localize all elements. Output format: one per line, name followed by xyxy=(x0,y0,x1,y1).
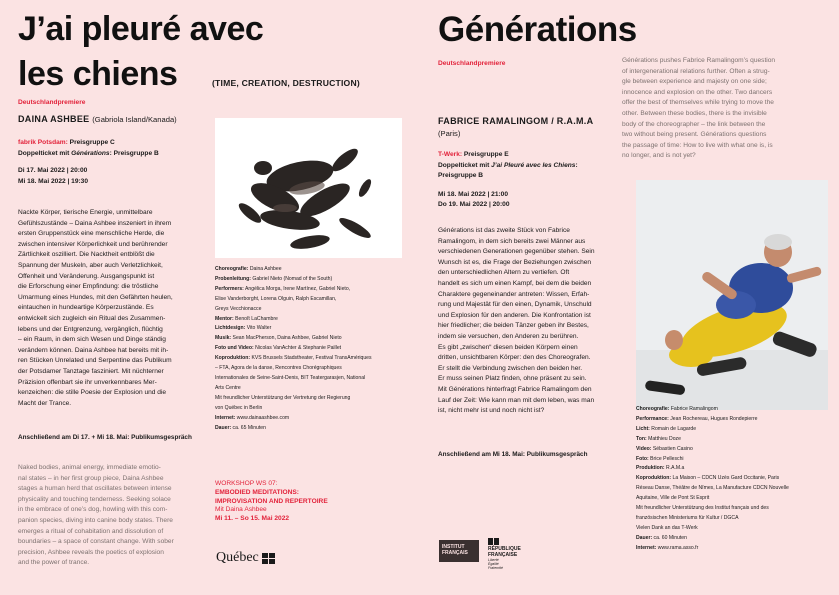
credit-line xyxy=(636,534,831,544)
body-text-line: offer the best of themselves while trying to move the xyxy=(622,99,774,107)
credit-line xyxy=(636,464,831,474)
body-text-line: entwickelt sich zugleich ein Ritual des Zusammen- xyxy=(18,314,166,322)
credit-value: französischen Ministeriums für Kultur / DGCA xyxy=(636,514,739,521)
republique-francaise-logo xyxy=(488,538,536,570)
republique-francaise-motto: Liberté Égalité Fraternité xyxy=(488,558,503,570)
body-text-line: hier friedlicher; die beiden Tänzer geben ihr Bestes, xyxy=(438,322,589,330)
body-text-line: Offenheit und Veränderung. Ausgangspunkt ist xyxy=(18,272,155,280)
left-after-talk: Anschließend am Di 17. + Mi 18. Mai: Publikumsgespräch xyxy=(18,434,192,441)
workshop-line1: WORKSHOP WS 07: xyxy=(215,480,278,487)
credit-label: Musik: xyxy=(215,335,232,342)
credit-label: Internet: xyxy=(215,414,236,421)
body-text-line: Zärtlichkeit oszilliert. Die Nacktheit entblößt die xyxy=(18,251,155,259)
credit-line xyxy=(636,524,831,534)
left-title-line2: les chiens xyxy=(18,55,178,93)
right-venue-label: T-Werk: xyxy=(438,151,463,158)
credit-label: Dauer: xyxy=(636,534,653,541)
right-dance-photo xyxy=(636,180,828,410)
workshop-line2: EMBODIED MEDITATIONS: xyxy=(215,488,300,496)
body-text-line: Gefühlszustände – Daina Ashbee inszeniert in ihrem xyxy=(18,219,172,227)
body-text-line: emerges a ritual of cohabitation and dissolution of xyxy=(18,527,164,535)
credit-line xyxy=(215,334,405,344)
body-text-line: Spannung der Muskeln, aber auch Verletzlichkeit, xyxy=(18,261,163,269)
credit-value: Internationales de Seine-Saint-Denis, BIT Teatergarasjen, National xyxy=(215,374,366,381)
credit-label: Performance: xyxy=(636,415,669,422)
credit-value: Vielen Dank an das T-Werk xyxy=(636,524,698,531)
credit-line xyxy=(215,265,405,275)
credit-label: Internet: xyxy=(636,544,657,551)
left-artist-origin: (Gabriola Island/Kanada) xyxy=(92,115,177,124)
institut-francais-logo xyxy=(439,540,479,562)
body-text-line: Präzision offenbart sie ihr unverkennbares Mer- xyxy=(18,378,157,386)
body-text-line: Charaktere gegeneinander antreten: Wissen, Erfah- xyxy=(438,290,590,298)
left-dance-photo xyxy=(215,118,402,258)
credit-value: Sébastien Casino xyxy=(651,445,693,452)
left-date1: Di 17. Mai 2022 | 20:00 xyxy=(18,167,88,174)
right-double-ticket-colon: : xyxy=(575,161,578,169)
body-text-line: precision, Ashbee reveals the poetics of explosion xyxy=(18,548,164,556)
credit-line xyxy=(215,354,405,364)
body-text-line: Naked bodies, animal energy, immediate emotio- xyxy=(18,464,161,471)
left-title-subtitle: (TIME, CREATION, DESTRUCTION) xyxy=(212,78,360,88)
right-body-german xyxy=(438,226,628,417)
credit-value: Jean Rochereau, Hugues Rondepierre xyxy=(668,415,758,422)
credit-line xyxy=(636,494,831,504)
credit-value: ca. 60 Minuten xyxy=(652,534,687,541)
credit-value: Daina Ashbee xyxy=(248,266,282,272)
body-text-line: two without being present. Générations questions xyxy=(622,131,767,139)
credit-value: Romain de Lagarde xyxy=(649,425,697,432)
credit-line xyxy=(215,275,405,285)
credit-label: Video: xyxy=(636,445,652,452)
credit-value: Benoît LaChambre xyxy=(233,315,278,322)
body-text-line: lebens und der Entgrenzung, vergänglich, flüchtig xyxy=(18,325,163,333)
credit-label: Choreografie: xyxy=(215,266,249,272)
body-text-line: verschiedenen Generationen gegenüber stehen. Sein xyxy=(438,248,595,256)
credit-line xyxy=(636,484,831,494)
credit-value: Mit freundlicher Unterstützung der Vertretung der Regierung xyxy=(215,394,351,401)
body-text-line: physicality and touching tenderness. Seeking solace xyxy=(18,495,171,503)
credit-label: Choreografie: xyxy=(636,406,670,412)
credit-value: R.A.M.a xyxy=(664,465,685,472)
credit-line xyxy=(215,295,405,305)
credit-line xyxy=(636,474,831,484)
credit-line xyxy=(215,374,405,384)
credit-label: Koproduktion: xyxy=(636,475,672,482)
credit-label: Foto: xyxy=(636,455,649,462)
credit-value: La Maison – CDCN Uzès Gard Occitanie, Paris xyxy=(671,475,780,482)
left-artist xyxy=(18,114,177,124)
left-artist-name: DAINA ASHBEE xyxy=(18,114,90,124)
credit-value: Matthieu Doze xyxy=(646,435,681,442)
body-text-line: Er stellt die Verbindung zwischen den beiden her. xyxy=(438,364,583,372)
body-text-line: Générations ist das zweite Stück von Fabrice xyxy=(438,227,570,234)
body-text-line: kenzeichen: die stille Poesie der Explosion und die xyxy=(18,389,167,397)
left-title-line1: J’ai pleuré avec xyxy=(18,10,264,48)
body-text-line: Es gibt „zwischen“ diesen beiden Körpern einen xyxy=(438,343,578,351)
credit-value: KVS Brussels Stadstheater, Festival TransAmériques xyxy=(250,355,372,362)
credit-value: Vito Walter xyxy=(245,325,272,332)
left-credits xyxy=(215,265,405,433)
credit-line xyxy=(215,344,405,354)
body-text-line: der Potsdamer Tanztage fasziniert. Mit nüchterner xyxy=(18,367,164,375)
body-text-line: dritten, unsichtbaren Körper: den des Choreografen. xyxy=(438,354,591,362)
body-text-line: Mit Générations hinterfragt Fabrice Ramalingom den xyxy=(438,385,592,393)
left-body-english xyxy=(18,463,214,569)
credit-line xyxy=(636,514,831,524)
credit-value: Aquitaine, Ville de Pont St Esprit xyxy=(636,495,710,502)
credit-label: Performers: xyxy=(215,285,244,292)
left-body-german xyxy=(18,208,210,409)
body-text-line: no longer, and is not yet? xyxy=(622,152,696,160)
body-text-line: body of the choreographer – the link between the xyxy=(622,120,766,128)
credit-value: Angélica Morga, Irene Martínez, Gabriel Nieto, xyxy=(243,285,351,292)
body-text-line: ren Stücken Unrelated und Serpentine das Publikum xyxy=(18,357,172,365)
body-text-line: and the power of trance. xyxy=(18,559,90,567)
credit-line xyxy=(215,404,405,414)
credit-line xyxy=(215,394,405,404)
body-text-line: innocence and explosion on the other. Two dancers xyxy=(622,88,773,96)
body-text-line: Lauf der Zeit: Wie kann man mit dem leben, was man xyxy=(438,396,595,404)
credit-line xyxy=(636,445,831,455)
right-artist-origin: (Paris) xyxy=(438,129,461,138)
credit-line xyxy=(215,315,405,325)
credit-line xyxy=(636,504,831,514)
credit-label: Probenleitung: xyxy=(215,275,251,282)
credit-value: Greys Vecchionacce xyxy=(215,305,262,312)
credit-label: Mentor: xyxy=(215,315,234,322)
right-credits xyxy=(636,405,831,554)
dancers-wrestling-illustration xyxy=(636,180,828,410)
right-double-ticket-price: Preisgruppe B xyxy=(438,172,484,179)
right-date2: Do 19. Mai 2022 | 20:00 xyxy=(438,201,510,208)
credit-line xyxy=(215,305,405,315)
right-premiere-label: Deutschlandpremiere xyxy=(438,60,506,67)
body-text-line: zwischen intensiver Körperlichkeit und berührender xyxy=(18,240,168,248)
credit-line xyxy=(636,544,831,554)
credit-line xyxy=(636,415,831,425)
credit-value: Brice Pelleschi xyxy=(648,455,684,462)
institut-francais-logo-line2: FRANÇAIS xyxy=(442,550,468,556)
left-date2: Mi 18. Mai 2022 | 19:30 xyxy=(18,177,89,185)
credit-line xyxy=(215,424,405,434)
credit-value: ca. 65 Minuten xyxy=(231,424,266,431)
republique-francaise-line1: RÉPUBLIQUE xyxy=(488,546,521,552)
body-text-line: und Explosion für den anderen. Die Konfrontation ist xyxy=(438,311,591,319)
right-artist-name: FABRICE RAMALINGOM / R.A.M.A xyxy=(438,116,594,126)
body-text-line: Macht der Trance. xyxy=(18,399,72,407)
body-text-line: eintauchen in hundeartige Körperzustände. Es xyxy=(18,304,154,312)
body-text-line: rung und Majestät für den einen, Dynamik, Unschuld xyxy=(438,301,592,309)
left-ticket-info xyxy=(18,138,208,187)
credit-value: Réseau Danse, Théâtre de Nîmes, La Manufacture CDCN Nouvelle xyxy=(636,485,789,492)
body-text-line: Umarmung eines Hundes, mit den Gefährten heulen, xyxy=(18,293,173,301)
right-double-ticket: Doppelticket mit xyxy=(438,161,492,169)
credit-value: www.dainaashbee.com xyxy=(235,414,290,421)
credit-line xyxy=(636,425,831,435)
body-text-line: of intergenerational relations further. Often a strug- xyxy=(622,67,770,75)
left-workshop xyxy=(215,480,405,524)
left-double-ticket-price: : Preisgruppe B xyxy=(109,149,159,157)
body-text-line: Wunsch ist es, die Frage der Beziehungen zwischen xyxy=(438,258,592,266)
body-text-line: the passage of time: How to live with what one is, is xyxy=(622,141,773,149)
credit-value: – FTA, Agora de la danse, Rencontres Chorégraphiques xyxy=(215,365,342,372)
credit-value: Sean MacPherson, Daina Ashbee, Gabriel Nieto xyxy=(231,335,342,342)
body-text-line: die Erforschung einer Empfindung: die tröstliche xyxy=(18,283,159,291)
credit-line xyxy=(636,435,831,445)
body-text-line: verändern können. Daina Ashbee hat bereits mit ih- xyxy=(18,346,169,354)
left-venue-price: Preisgruppe C xyxy=(67,139,115,146)
body-text-line: – ein Raum, in dem sich Wesen und Dinge ständig xyxy=(18,336,166,344)
body-text-line: indem sie versuchen, den Anderen zu berühren. xyxy=(438,332,579,340)
body-text-line: in the embrace of one’s dog, howling with this com- xyxy=(18,506,168,514)
body-text-line: ist, nicht mehr ist und noch nicht ist? xyxy=(438,407,545,415)
credit-value: Mit freundlicher Unterstützung des Institut français und des xyxy=(636,505,769,512)
left-premiere-label: Deutschlandpremiere xyxy=(18,99,86,106)
body-text-line: Er muss seinen Platz finden, ohne präsent zu sein. xyxy=(438,375,587,383)
right-date1: Mi 18. Mai 2022 | 21:00 xyxy=(438,190,509,198)
credit-line xyxy=(215,414,405,424)
credit-line xyxy=(215,285,405,295)
credit-line xyxy=(215,324,405,334)
credit-value: Elise Vanderborght, Lorena Olguin, Ralph Escamillan, xyxy=(215,295,337,302)
institut-francais-logo-line1: INSTITUT xyxy=(442,544,465,550)
workshop-line4: Mit Daina Ashbee xyxy=(215,506,267,514)
left-double-ticket: Doppelticket mit xyxy=(18,149,72,157)
right-body-english xyxy=(622,56,827,162)
right-title: Générations xyxy=(438,10,637,49)
workshop-line5: Mi 11. – So 15. Mai 2022 xyxy=(215,515,290,523)
body-text-line: panion species, diving into canine body states. There xyxy=(18,516,173,524)
right-after-talk: Anschließend am Mi 18. Mai: Publikumsgespräch xyxy=(438,451,588,458)
credit-label: Dauer: xyxy=(215,424,232,431)
quebec-logo xyxy=(216,550,275,566)
workshop-line3: IMPROVISATION AND REPERTOIRE xyxy=(215,497,328,505)
credit-line xyxy=(636,405,831,415)
fleur-de-lis-icon xyxy=(262,553,275,564)
right-venue-price: Preisgruppe E xyxy=(462,151,509,158)
credit-value: Nicolas VanAchter & Stephanie Paillet xyxy=(253,345,342,352)
credit-label: Ton: xyxy=(636,435,647,442)
credit-value: von Québec in Berlin xyxy=(215,404,263,411)
body-text-line: Générations pushes Fabrice Ramalingom’s question xyxy=(622,57,776,64)
quebec-logo-text: Québec xyxy=(216,550,259,565)
body-text-line: den unterschiedlichen Altern zu vertiefen. Oft xyxy=(438,269,570,277)
body-text-line: Ramalingom, in dem sich bereits zwei Männer aus xyxy=(438,237,586,245)
credit-label: Licht: xyxy=(636,425,650,432)
dancers-figure-illustration xyxy=(215,118,402,258)
left-venue-label: fabrik Potsdam: xyxy=(18,139,68,146)
credit-value: Arts Centre xyxy=(215,384,241,391)
body-text-line: boundaries – a space of constant change. With sober xyxy=(18,538,174,546)
right-artist-origin-wrap xyxy=(438,128,460,138)
body-text-line: other. Between these bodies, there is the invisible xyxy=(622,109,767,117)
credit-value: www.rama.asso.fr xyxy=(656,544,699,551)
marianne-icon xyxy=(488,538,536,545)
credit-label: Koproduktion: xyxy=(215,355,251,362)
credit-value: Fabrice Ramalingom xyxy=(669,406,718,412)
republique-francaise-line2: FRANÇAISE xyxy=(488,552,518,558)
body-text-line: ersten Gruppenstück eine menschliche Herde, die xyxy=(18,230,165,238)
credit-line xyxy=(636,455,831,465)
credit-label: Produktion: xyxy=(636,465,665,472)
body-text-line: gle between experience and majesty on one side; xyxy=(622,78,767,86)
left-double-ticket-work: Générations xyxy=(71,149,110,157)
body-text-line: nal states – in her first group piece, Daina Ashbee xyxy=(18,474,164,482)
body-text-line: Nackte Körper, tierische Energie, unmittelbare xyxy=(18,209,153,216)
credit-line xyxy=(215,384,405,394)
body-text-line: stages a human herd that oscillates between intense xyxy=(18,485,172,493)
body-text-line: handelt es sich um einen Kampf, bei dem die beiden xyxy=(438,279,592,287)
right-double-ticket-work: J’ai Pleuré avec les Chiens xyxy=(491,161,576,169)
credit-label: Foto und Video: xyxy=(215,345,254,352)
right-ticket-info xyxy=(438,150,628,211)
credit-value: Gabriel Nieto (Nomad of the South) xyxy=(250,275,333,282)
credit-label: Lichtdesign: xyxy=(215,325,246,332)
credit-line xyxy=(215,364,405,374)
